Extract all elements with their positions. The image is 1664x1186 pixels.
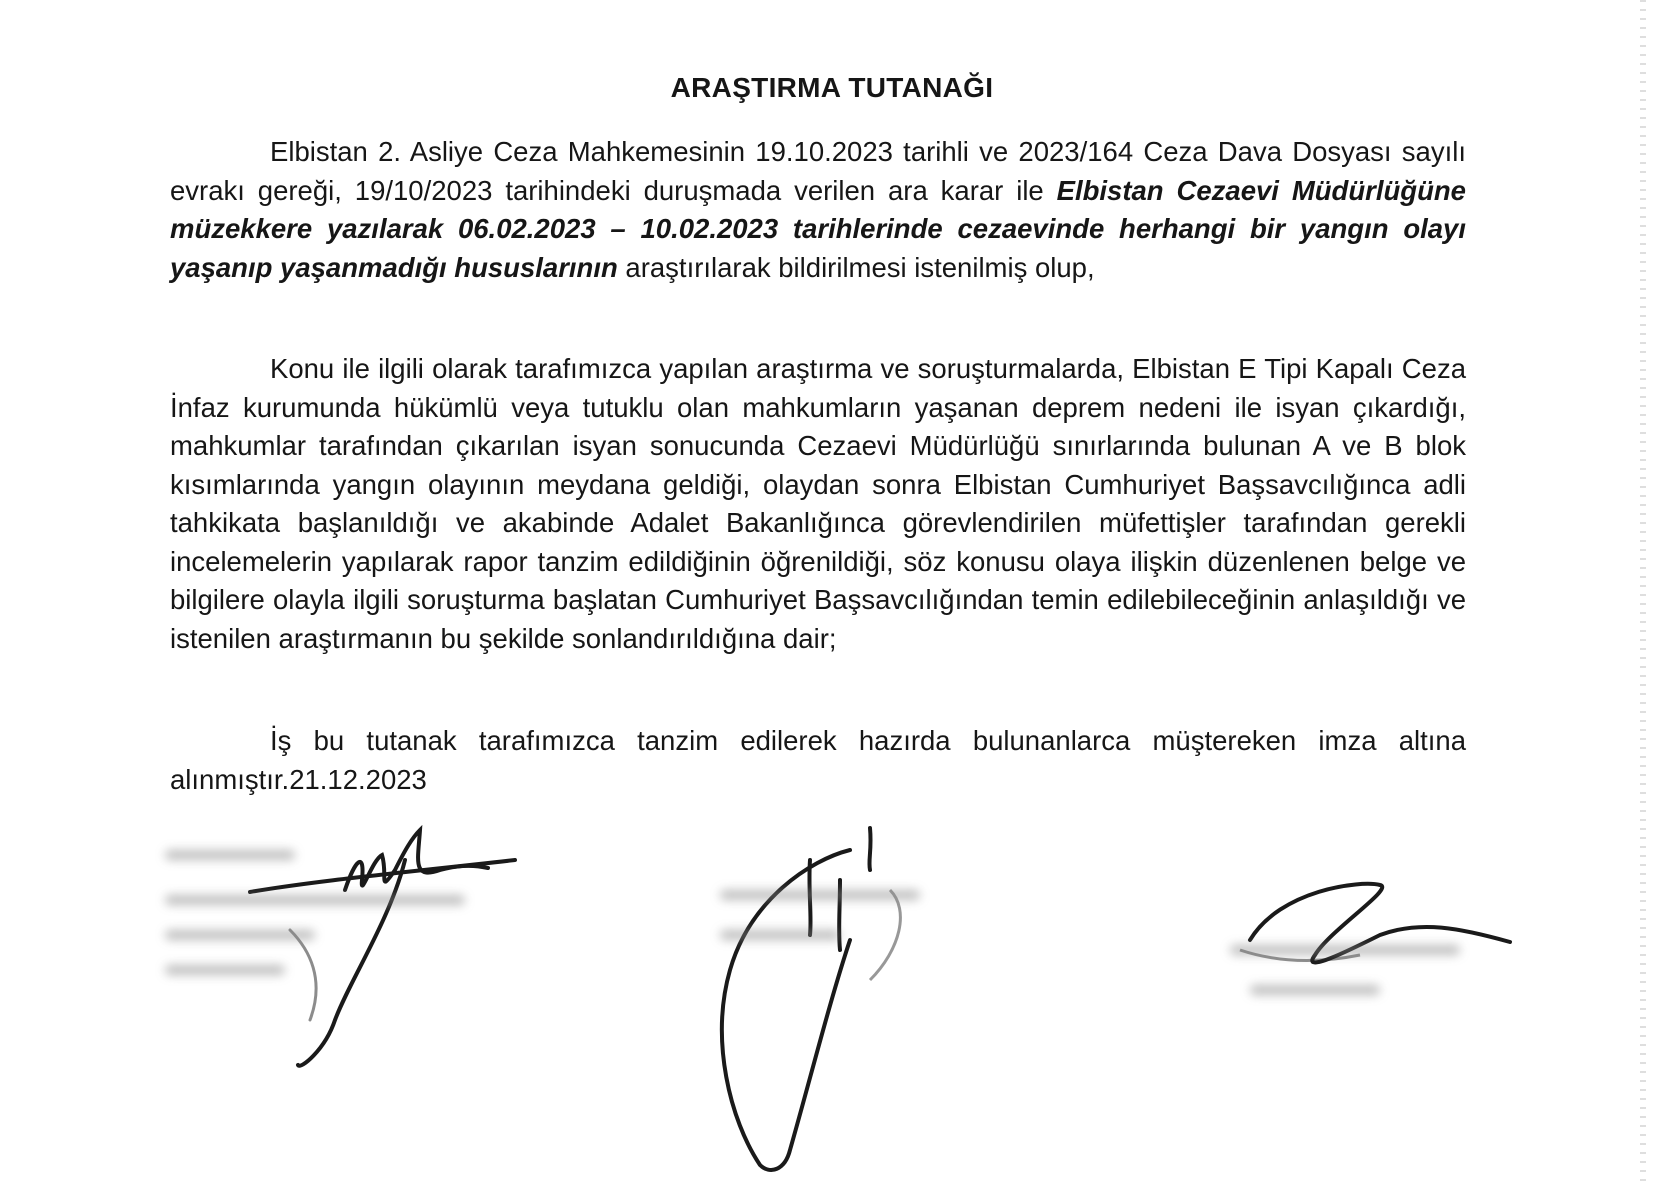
- paragraph-1-text-after: araştırılarak bildirilmesi istenilmiş olup,: [617, 251, 1095, 283]
- signature-block-left: [150, 820, 530, 1080]
- paragraph-1-text-before: Elbistan 2. Asliye Ceza Mahkemesinin 19.10.2023 tarihli ve 2023/164 Ceza Dava Dosyası sayılı evrakı gereği, 19/10/2023 tarihindeki duruşmada verilen ara karar ile: [170, 136, 1466, 206]
- paragraph-1-emphasis: Elbistan Cezaevi Müdürlüğüne müzekkere yazılarak 06.02.2023 – 10.02.2023 tarihlerinde cezaevinde herhangi bir yangın olayı yaşanıp yaşanmadığı hususlarının: [170, 174, 1466, 283]
- document-title: ARAŞTIRMA TUTANAĞI: [670, 72, 994, 103]
- signature-block-center: [690, 820, 1010, 1180]
- paragraph-closing-statement: İş bu tutanak tarafımızca tanzim edilerek hazırda bulunanlarca müştereken imza altına alınmıştır.21.12.2023: [170, 725, 1466, 795]
- signature-center-icon: [690, 820, 1010, 1180]
- scan-margin-noise: [1640, 0, 1646, 1186]
- signature-block-right: [1220, 870, 1520, 1030]
- paragraph-investigation-findings: Konu ile ilgili olarak tarafımızca yapılan araştırma ve soruşturmalarda, Elbistan E Tipi Kapalı Ceza İnfaz kurumunda hükümlü veya tutuklu olan mahkumların yaşanan deprem nedeni ile isyan çıkardığı, mahkumlar tarafından çıkarılan isyan sonucunda Cezaevi Müdürlüğü sınırlarında bulunan A ve B blok kısımlarında yangın olayının meydana geldiği, olaydan sonra Elbistan Cumhuriyet Başsavcılığınca adli tahkikata başlanıldığı ve akabinde Adalet Bakanlığınca görevlendirilen müfettişler tarafından gerekli incelemelerin yapılarak rapor tanzim edildiğinin öğrenildiği, söz konusu olaya ilişkin düzenlenen belge ve bilgilere olayla ilgili soruşturma başlatan Cumhuriyet Başsavcılığından temin edilebileceğinin anlaşıldığı ve istenilen araştırmanın bu şekilde sonlandırıldığına dair;: [170, 353, 1466, 654]
- paragraph-court-request: [170, 133, 1466, 287]
